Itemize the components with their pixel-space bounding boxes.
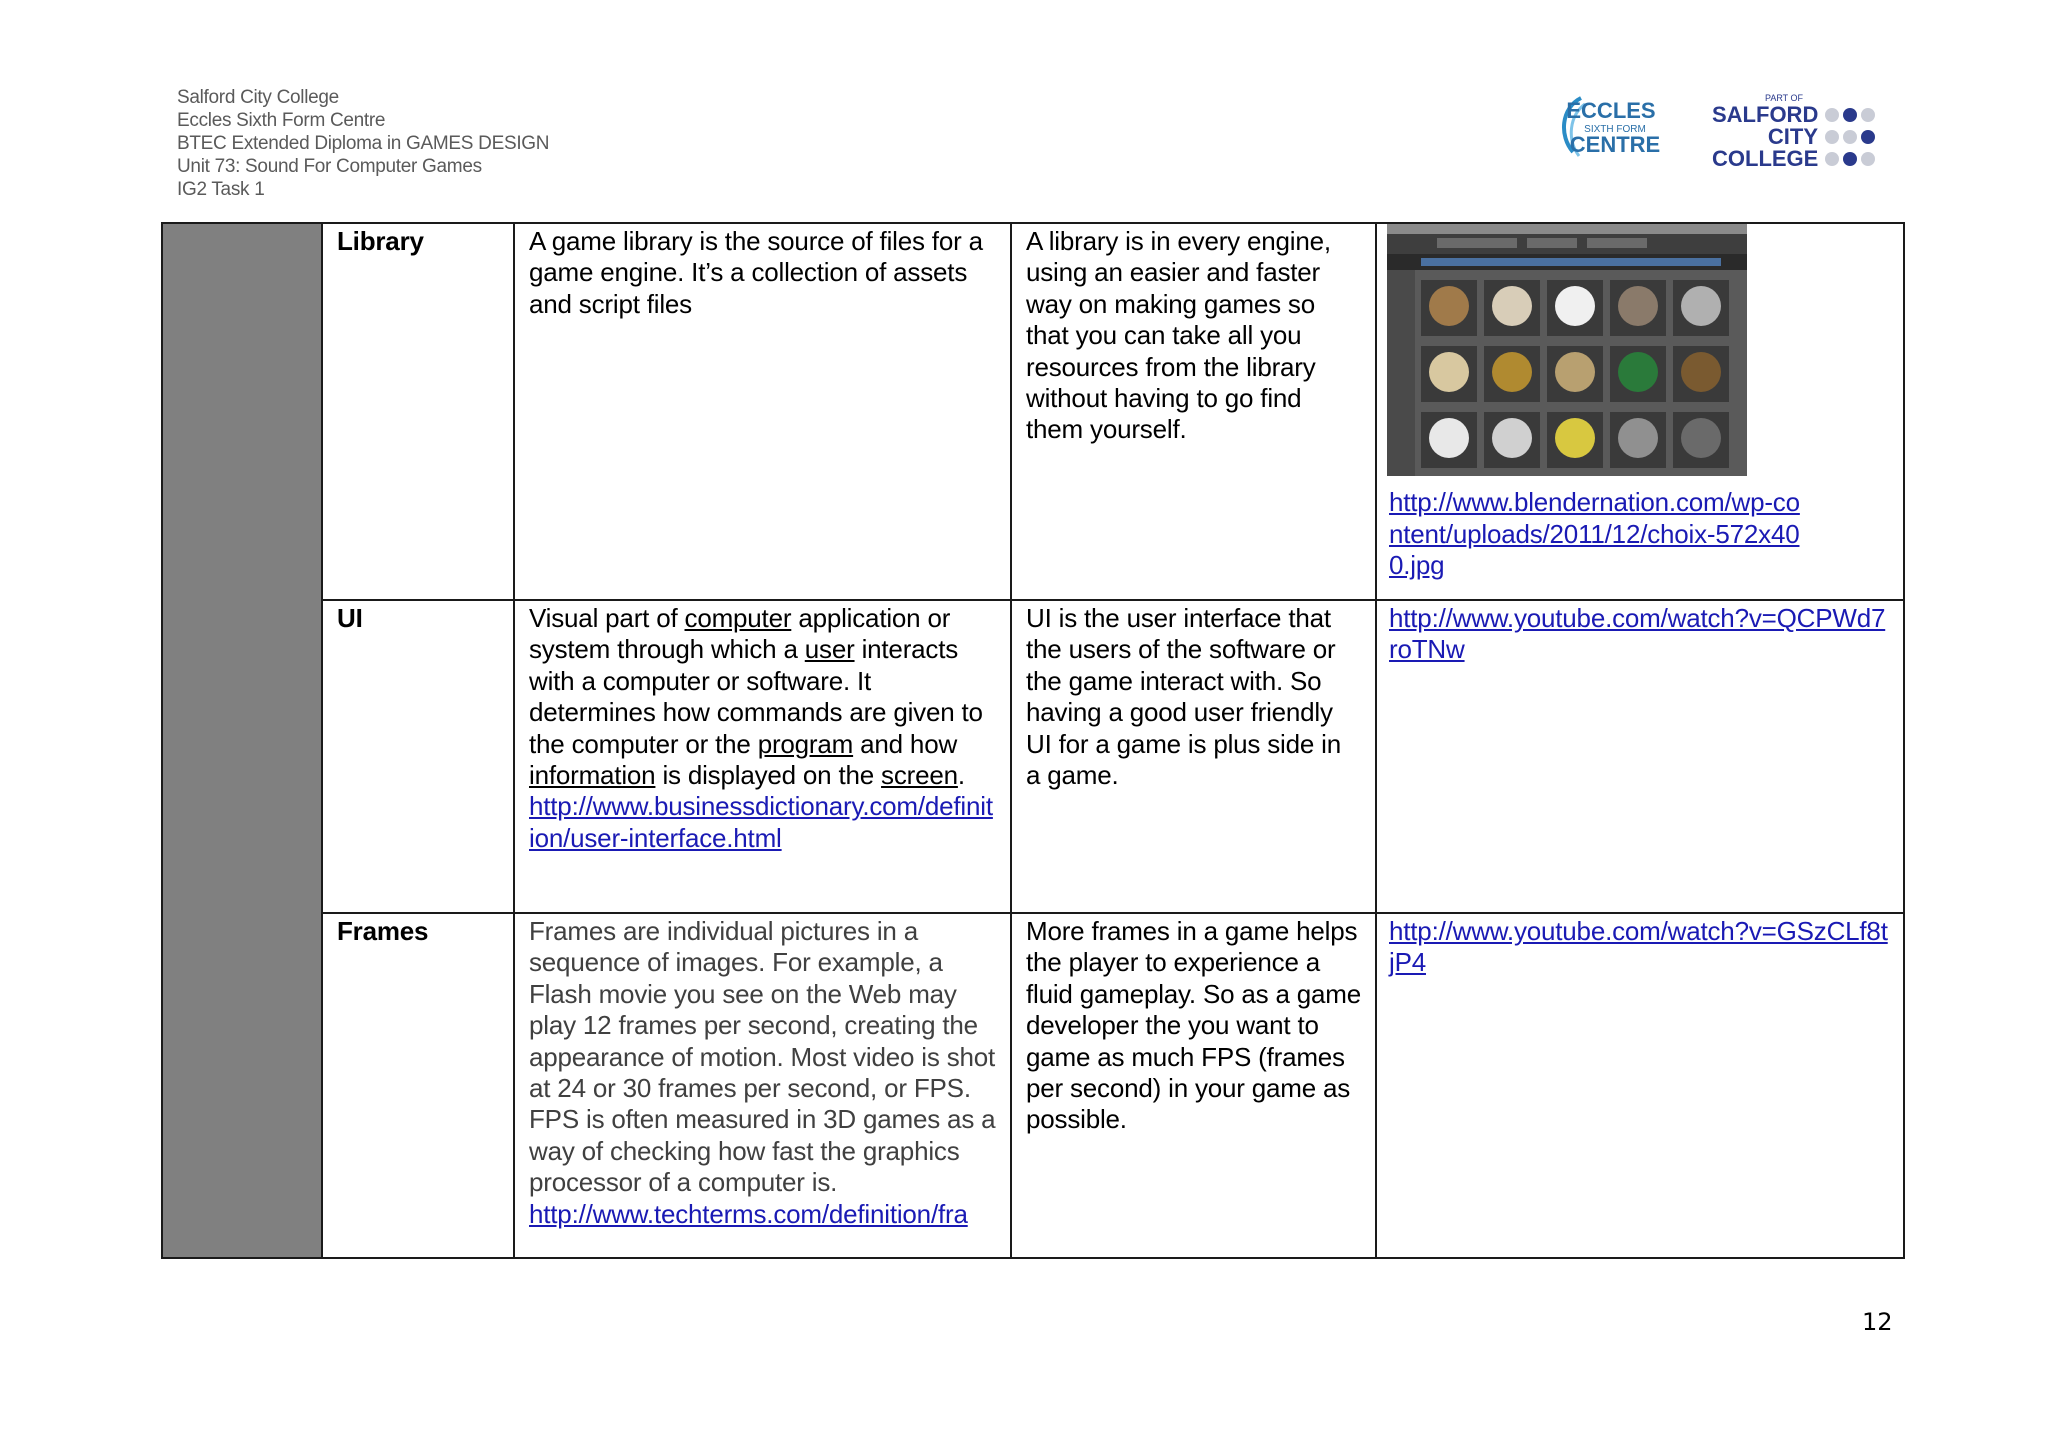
definition-text: Visual part of <box>529 603 685 633</box>
definition-cell <box>514 913 1011 1258</box>
material-library-screenshot <box>1387 224 1747 476</box>
definition-text: Frames are individual pictures in a sequence of images. For example, a Flash movie you see on the Web may play 12 frames per second, creating the appearance of motion. Most video is shot at 24 or 30 frames per second, or FPS. FPS is often measured in 3D games as a way of checking how fast the graphics processor of a computer is. <box>529 916 996 1198</box>
salford-city-college-logo <box>1700 92 1880 172</box>
explanation-cell: UI is the user interface that the users of the software or the game interact with. So having a good user friendly UI for a game is plus side in a game. <box>1011 600 1376 913</box>
youtube-ui-link[interactable]: http://www.youtube.com/watch?v=QCPWd7roTNw <box>1389 603 1886 665</box>
definition-text: . <box>957 760 965 791</box>
definition-term-screen[interactable]: screen <box>881 760 958 791</box>
document-header <box>177 86 549 201</box>
salford-logo-line1: SALFORD <box>1712 102 1819 127</box>
definition-term-user[interactable]: user <box>804 634 855 665</box>
definition-text: and how <box>853 728 958 759</box>
header-line-course: BTEC Extended Diploma in GAMES DESIGN <box>177 133 550 154</box>
definition-cell <box>514 600 1011 913</box>
techterms-link[interactable]: http://www.techterms.com/definition/fra <box>529 1198 968 1229</box>
table-row-library <box>162 223 1904 600</box>
term-cell: Library <box>322 223 514 600</box>
definition-term-information[interactable]: information <box>529 760 656 791</box>
table-row-frames <box>162 913 1904 1258</box>
definition-term-computer[interactable]: computer <box>684 603 792 633</box>
businessdictionary-link[interactable]: http://www.businessdictionary.com/definition/user-interface.html <box>529 791 993 853</box>
youtube-frames-link[interactable]: http://www.youtube.com/watch?v=GSzCLf8tjP4 <box>1389 916 1888 978</box>
eccles-logo-line3: CENTRE <box>1569 132 1661 157</box>
header-line-unit: Unit 73: Sound For Computer Games <box>177 156 482 177</box>
salford-logo-part-of: PART OF <box>1764 93 1804 103</box>
eccles-centre-logo <box>1555 90 1665 170</box>
definition-cell: A game library is the source of files for a game engine. It’s a collection of assets and script files <box>514 223 1011 600</box>
salford-logo-line3: COLLEGE <box>1712 146 1819 171</box>
example-cell <box>1376 913 1904 1258</box>
eccles-logo-line1: ECCLES <box>1566 98 1656 123</box>
salford-logo-line2: CITY <box>1767 124 1818 149</box>
definition-term-program[interactable]: program <box>757 728 854 759</box>
library-image-link[interactable]: http://www.blendernation.com/wp-content/uploads/2011/12/choix-572x400.jpg <box>1389 487 1800 581</box>
definition-text: interacts with a computer or software. It determines how commands are given to the computer or the <box>529 634 983 759</box>
explanation-cell: A library is in every engine, using an easier and faster way on making games so that you can take all you resources from the library without having to go find them yourself. <box>1011 223 1376 600</box>
header-line-task: IG2 Task 1 <box>177 179 265 200</box>
header-line-centre: Eccles Sixth Form Centre <box>177 110 386 131</box>
header-line-college: Salford City College <box>177 87 339 108</box>
definition-text: is displayed on the <box>655 760 882 791</box>
term-cell: UI <box>322 600 514 913</box>
term-cell: Frames <box>322 913 514 1258</box>
eccles-logo-line2: SIXTH FORM <box>1584 124 1646 135</box>
grey-side-column <box>162 223 322 1258</box>
explanation-cell: More frames in a game helps the player to experience a fluid gameplay. So as a game developer the you want to game as much FPS (frames per second) in your game as possible. <box>1011 913 1376 1258</box>
example-cell <box>1376 600 1904 913</box>
table-row-ui <box>162 600 1904 913</box>
page-number: 12 <box>1862 1308 1893 1336</box>
definitions-table <box>161 222 1905 1259</box>
definition-text: application or system through which a <box>529 603 951 665</box>
example-cell <box>1376 223 1904 600</box>
